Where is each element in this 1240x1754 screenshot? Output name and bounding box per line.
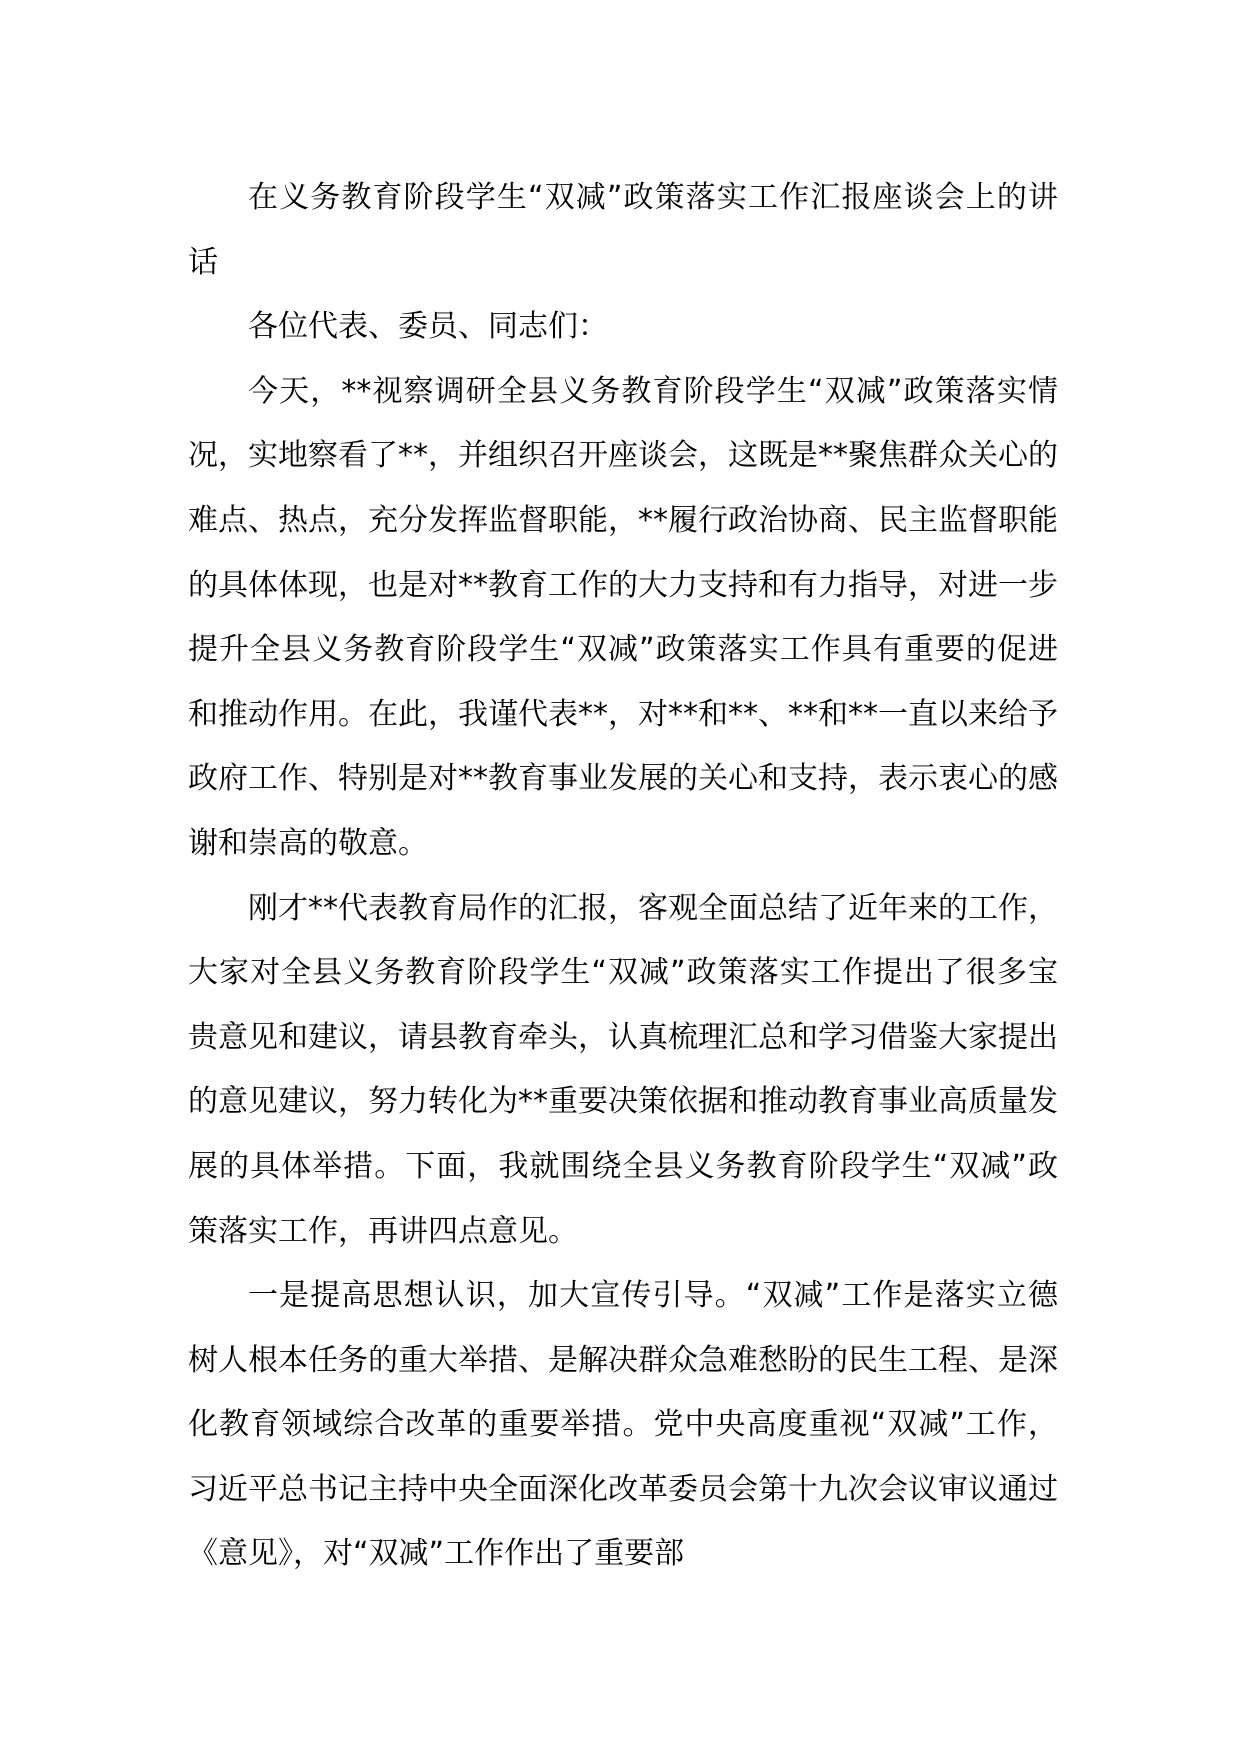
salutation: 各位代表、委员、同志们： [248,309,608,345]
document-body [188,166,1058,1587]
paragraph: 今天，**视察调研全县义务教育阶段学生“双减”政策落实情况，实地察看了**，并组织召开座谈会，这既是**聚焦群众关心的难点、热点，充分发挥监督职能，**履行政治协商、民主监督职能的具体体现，也是对**教育工作的大力支持和有力指导，对进一步提升全县义务教育阶段学生“双减”政策落实工作具有重要的促进和推动作用。在此，我谨代表**，对**和**、**和**一直以来给予政府工作、特别是对**教育事业发展的关心和支持，表示衷心的感谢和崇高的敬意。 [188,373,1058,861]
paragraph: 刚才**代表教育局作的汇报，客观全面总结了近年来的工作，大家对全县义务教育阶段学生“双减”政策落实工作提出了很多宝贵意见和建议，请县教育牵头，认真梳理汇总和学习借鉴大家提出的意见建议，努力转化为**重要决策依据和推动教育事业高质量发展的具体举措。下面，我就围绕全县义务教育阶段学生“双减”政策落实工作，再讲四点意见。 [188,890,1058,1249]
paragraph: 一是提高思想认识，加大宣传引导。“双减”工作是落实立德树人根本任务的重大举措、是解决群众急难愁盼的民生工程、是深化教育领域综合改革的重要举措。党中央高度重视“双减”工作，习近平总书记主持中央全面深化改革委员会第十九次会议审议通过《意见》，对“双减”工作作出了重要部 [188,1278,1058,1572]
document-title: 在义务教育阶段学生“双减”政策落实工作汇报座谈会上的讲话 [188,180,1058,280]
